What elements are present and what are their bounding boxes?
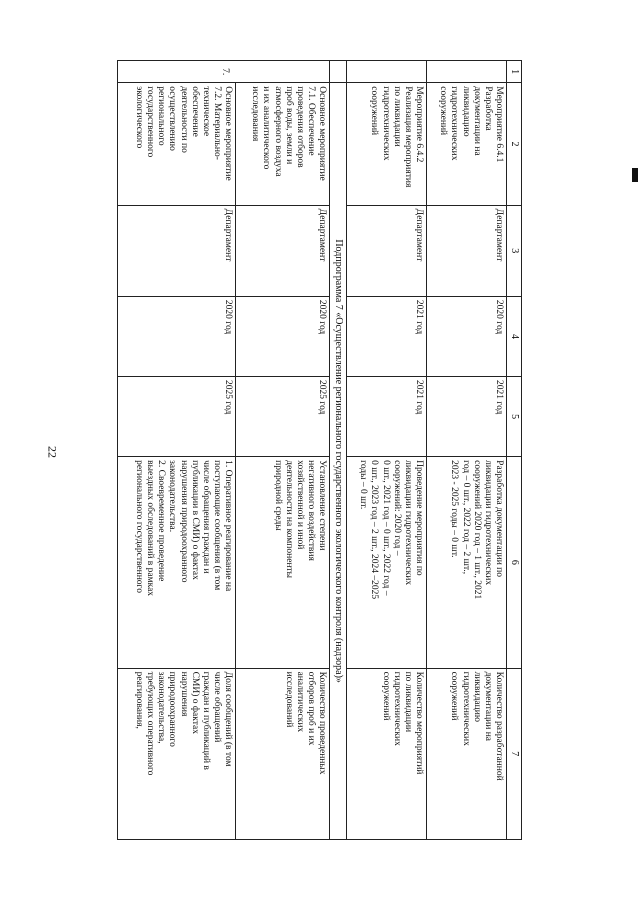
header-col-5: 5 xyxy=(507,377,522,457)
header-col-1: 1 xyxy=(507,61,522,83)
row-number-cell xyxy=(427,61,507,83)
event-cell: Мероприятие 6.4.1 Разработка документации на ликвидацию гидротехнических сооружений xyxy=(427,83,507,205)
result-cell: 1. Оперативное реагирование на поступающие сообщения (в том числе обращения граждан и публикации в СМИ) о фактах нарушения природоохранного законодательства. 2. Своевременное проведение выездных обследований в рамках регионального государственного xyxy=(118,457,236,668)
table-row xyxy=(118,61,236,840)
program-table xyxy=(117,60,522,840)
executor-cell: Департамент xyxy=(427,205,507,296)
start-year-cell: 2020 год xyxy=(118,296,236,376)
header-col-3: 3 xyxy=(507,205,522,296)
page-number: 22 xyxy=(45,446,60,458)
row-number-cell xyxy=(347,61,427,83)
executor-cell: Департамент xyxy=(347,205,427,296)
header-col-6: 6 xyxy=(507,457,522,668)
header-row xyxy=(507,61,522,840)
executor-cell: Департамент xyxy=(236,205,330,296)
rotated-table-wrapper xyxy=(110,60,522,840)
event-cell: Основное мероприятие 7.2. Материально- техническое обеспечение деятельности по осуществлению регионального государственного экологического xyxy=(118,83,236,205)
scan-mark xyxy=(632,168,638,182)
end-year-cell: 2021 год xyxy=(347,377,427,457)
start-year-cell: 2021 год xyxy=(347,296,427,376)
subprogram-title: Подпрограмма 7 «Осуществление регионального государственного экологического контроля (надзора)» xyxy=(330,83,347,840)
start-year-cell: 2020 год xyxy=(236,296,330,376)
subprogram-title-row xyxy=(330,61,347,840)
rotated-table-frame xyxy=(110,60,522,840)
header-col-7: 7 xyxy=(507,668,522,839)
end-year-cell: 2025 год xyxy=(118,377,236,457)
end-year-cell: 2025 год xyxy=(236,377,330,457)
result-cell: Установление степени негативного воздействия хозяйственной и иной деятельности на компоненты природной среды xyxy=(236,457,330,668)
executor-cell: Департамент xyxy=(118,205,236,296)
indicator-cell: Доля сообщений (в том числе обращений граждан и публикаций в СМИ) о фактах нарушения природоохранного законодательства, требующих оперативного реагирования, xyxy=(118,668,236,839)
subprogram-number-cell: 7. xyxy=(118,61,330,83)
start-year-cell: 2020 год xyxy=(427,296,507,376)
event-cell: Основное мероприятие 7.1. Обеспечение проведения отборов проб воды, земли и атмосферного воздуха и их аналитического исследования xyxy=(236,83,330,205)
result-cell: Разработка документации по ликвидации гидротехнических сооружений 2020 год – 1 шт., 2021 год – 0 шт., 2022 год – 2 шт., 2023 - 2025 годы – 0 шт. xyxy=(427,457,507,668)
table-row xyxy=(427,61,507,840)
indicator-cell: Количество проведенных отборов проб и их аналитических исследований xyxy=(236,668,330,839)
table-row xyxy=(236,61,330,840)
indicator-cell: Количество мероприятий по ликвидации гидротехнических сооружений xyxy=(347,668,427,839)
event-cell: Мероприятие 6.4.2 Реализация мероприятия по ликвидации гидротехнических сооружений xyxy=(347,83,427,205)
end-year-cell: 2021 год xyxy=(427,377,507,457)
row-number-cell xyxy=(330,61,347,83)
table-row xyxy=(347,61,427,840)
header-col-2: 2 xyxy=(507,83,522,205)
indicator-cell: Количество разработанной документации на ликвидацию гидротехнических сооружений xyxy=(427,668,507,839)
result-cell: Проведение мероприятия по ликвидации гидротехнических сооружений: 2020 год – 0 шт., 2021 год – 0 шт., 2022 год – 0 шт., 2023 год – 2 шт., 2024 –2025 годы – 0 шт. xyxy=(347,457,427,668)
header-col-4: 4 xyxy=(507,296,522,376)
